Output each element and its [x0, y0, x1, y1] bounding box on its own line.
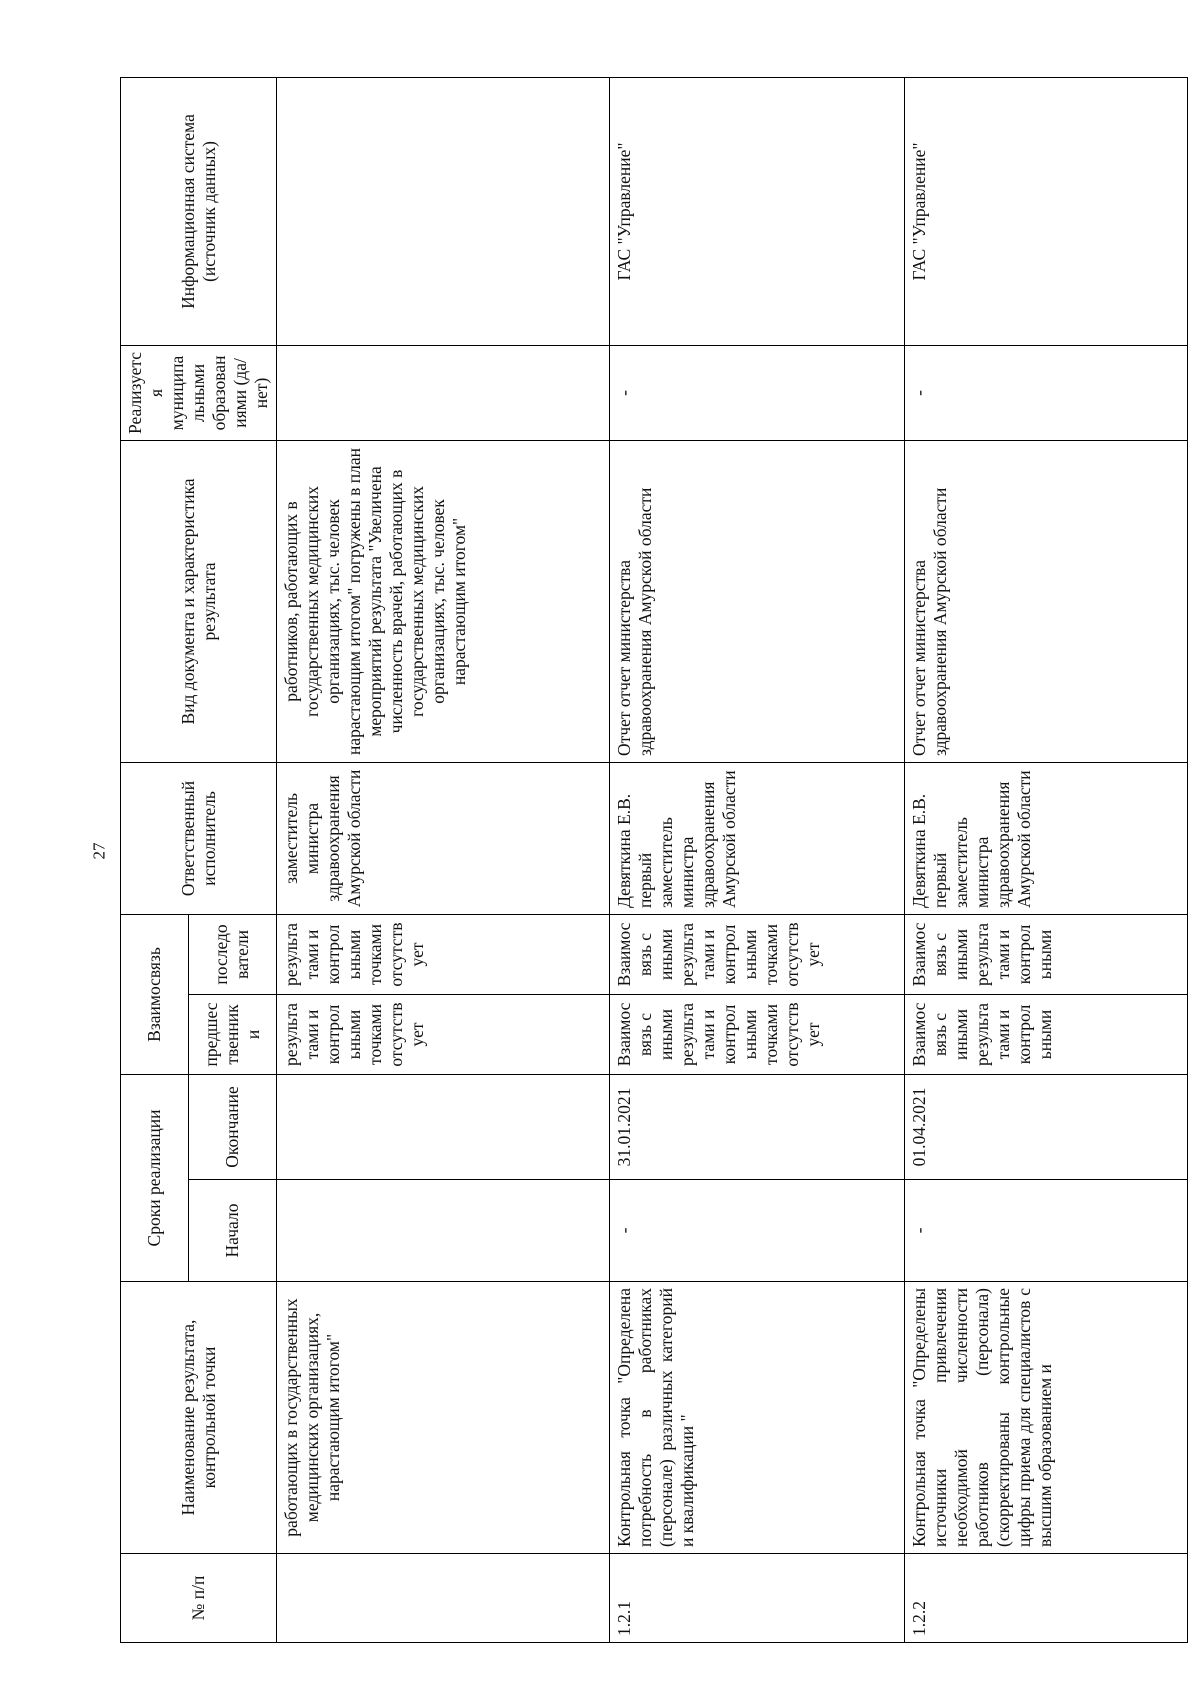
header-responsible: Ответственный исполнитель: [121, 762, 277, 914]
cell-name: Контрольная точка "Определены источники привлечения необходимой численности работников (персонала) (скорректированы контрольные цифры приема для специалистов с высшим образованием и: [905, 1282, 1188, 1554]
cell-predecessors: результатами и контрольными точками отсутствует: [277, 994, 610, 1074]
cell-document: Отчет отчет министерства здравоохранения Амурской области: [905, 440, 1188, 762]
results-table: [120, 77, 1188, 1643]
cell-end: 01.04.2021: [905, 1074, 1188, 1179]
cell-responsible: Девяткина Е.В. первый заместитель министра здравоохранения Амурской области: [905, 762, 1188, 914]
table-row: [610, 77, 905, 1642]
cell-municipal: -: [905, 345, 1188, 440]
page-number: 27: [89, 842, 108, 860]
cell-info-system: ГАС "Управление": [905, 77, 1188, 345]
cell-document: работников, работающих в государственных медицинских организациях, тыс. человек нарастающим итогом" погружены в план мероприятий результата "Увеличена численность врачей, работающих в государственных медицинских организациях, тыс. человек нарастающим итогом": [277, 440, 610, 762]
cell-successors: результатами и контрольными точками отсутствует: [277, 914, 610, 994]
cell-municipal: [277, 345, 610, 440]
cell-responsible: Девяткина Е.В. первый заместитель министра здравоохранения Амурской области: [610, 762, 905, 914]
cell-end: 31.01.2021: [610, 1074, 905, 1179]
cell-predecessors: Взаимосвязь с иными результатами и контрольными точками отсутствует: [610, 994, 905, 1074]
header-municipal: Реализуется муниципальными образованиями (да/нет): [121, 345, 277, 440]
header-successors: последователи: [188, 914, 276, 994]
header-document: Вид документа и характеристика результата: [121, 440, 277, 762]
table-row: [277, 77, 610, 1642]
table-row: [905, 77, 1188, 1642]
cell-info-system: [277, 77, 610, 345]
cell-predecessors: Взаимосвязь с иными результатами и контрольными: [905, 994, 1188, 1074]
header-end: Окончание: [188, 1074, 276, 1179]
cell-num: 1.2.2: [905, 1554, 1188, 1643]
header-predecessors: предшественники: [188, 994, 276, 1074]
rotated-page: [120, 78, 1132, 1643]
header-link: Взаимосвязь: [121, 914, 189, 1074]
cell-successors: Взаимосвязь с иными результатами и контрольными: [905, 914, 1188, 994]
cell-start: [277, 1180, 610, 1282]
header-info-system: Информационная система (источник данных): [121, 77, 277, 345]
header-num: № п/п: [121, 1554, 277, 1643]
cell-name: работающих в государственных медицинских организациях, нарастающим итогом": [277, 1282, 610, 1554]
header-row-1: [121, 77, 189, 1642]
header-start: Начало: [188, 1180, 276, 1282]
cell-document: Отчет отчет министерства здравоохранения Амурской области: [610, 440, 905, 762]
header-name: Наименование результата, контрольной точки: [121, 1282, 277, 1554]
cell-start: -: [610, 1180, 905, 1282]
cell-successors: Взаимосвязь с иными результатами и контрольными точками отсутствует: [610, 914, 905, 994]
cell-info-system: ГАС "Управление": [610, 77, 905, 345]
cell-municipal: -: [610, 345, 905, 440]
cell-end: [277, 1074, 610, 1179]
cell-num: 1.2.1: [610, 1554, 905, 1643]
cell-responsible: заместитель министра здравоохранения Амурской области: [277, 762, 610, 914]
cell-name: Контрольная точка "Определена потребность в работниках (персонале) различных категорий и квалификации ": [610, 1282, 905, 1554]
cell-num: [277, 1554, 610, 1643]
header-terms: Сроки реализации: [121, 1074, 189, 1281]
cell-start: -: [905, 1180, 1188, 1282]
